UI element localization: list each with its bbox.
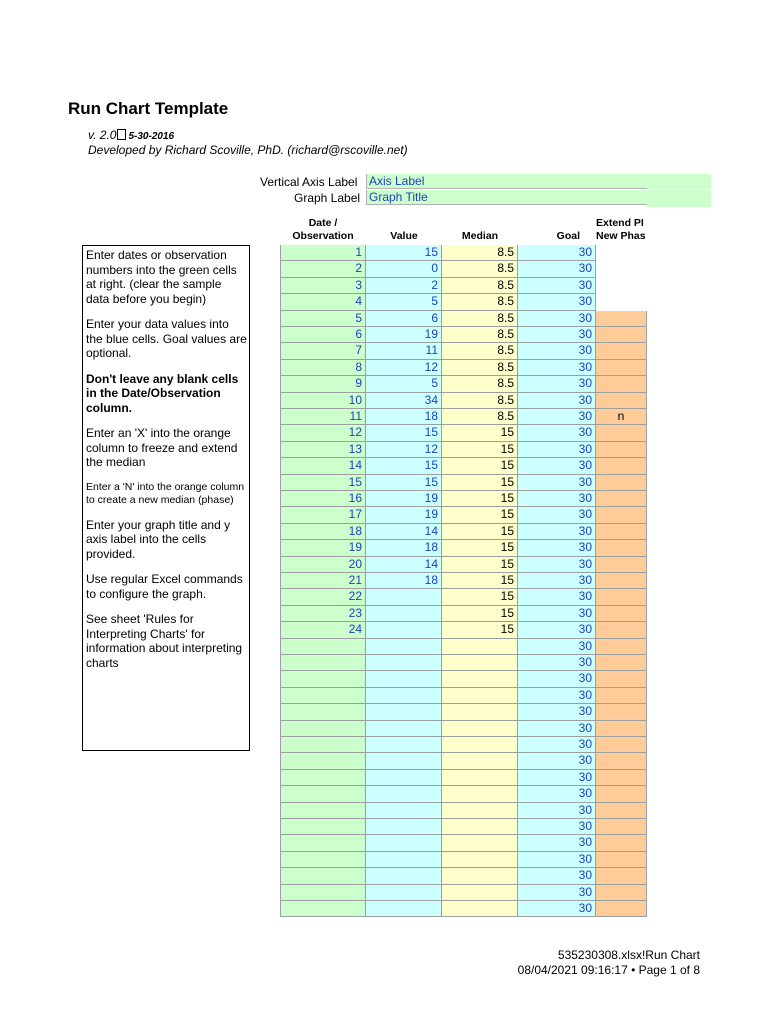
date-cell[interactable]: 14: [280, 458, 366, 474]
goal-cell[interactable]: 30: [518, 704, 596, 720]
extend-cell[interactable]: [596, 655, 647, 671]
median-cell[interactable]: [442, 704, 518, 720]
extend-cell[interactable]: [596, 721, 647, 737]
goal-cell[interactable]: 30: [518, 639, 596, 655]
extend-cell[interactable]: [596, 770, 647, 786]
median-cell[interactable]: [442, 721, 518, 737]
date-cell[interactable]: 16: [280, 491, 366, 507]
goal-cell[interactable]: 30: [518, 671, 596, 687]
extend-cell[interactable]: [596, 458, 647, 474]
graph-title-field-ext: [647, 190, 711, 207]
date-cell[interactable]: 13: [280, 442, 366, 458]
extend-cell[interactable]: [596, 557, 647, 573]
value-cell[interactable]: [366, 819, 442, 835]
axis-label-caption: Vertical Axis Label: [260, 175, 358, 189]
value-cell[interactable]: 0: [366, 261, 442, 277]
median-cell[interactable]: [442, 737, 518, 753]
median-cell[interactable]: 15: [442, 589, 518, 605]
extend-cell[interactable]: [596, 393, 647, 409]
goal-cell[interactable]: 30: [518, 885, 596, 901]
value-cell[interactable]: 18: [366, 540, 442, 556]
goal-cell[interactable]: 30: [518, 606, 596, 622]
median-cell[interactable]: 15: [442, 573, 518, 589]
value-cell[interactable]: 19: [366, 507, 442, 523]
goal-cell[interactable]: 30: [518, 261, 596, 277]
goal-cell[interactable]: 30: [518, 721, 596, 737]
date-cell[interactable]: 12: [280, 425, 366, 441]
header-extend: [596, 217, 656, 243]
median-cell[interactable]: [442, 786, 518, 802]
value-cell[interactable]: [366, 835, 442, 851]
median-cell[interactable]: [442, 885, 518, 901]
value-cell[interactable]: 18: [366, 573, 442, 589]
median-cell[interactable]: 15: [442, 524, 518, 540]
date-cell[interactable]: 17: [280, 507, 366, 523]
date-cell[interactable]: 24: [280, 622, 366, 638]
extend-cell[interactable]: [596, 786, 647, 802]
median-cell[interactable]: [442, 753, 518, 769]
value-cell[interactable]: [366, 786, 442, 802]
median-cell[interactable]: 15: [442, 557, 518, 573]
median-cell[interactable]: 15: [442, 491, 518, 507]
footer-stamp: 08/04/2021 09:16:17 • Page 1 of 8: [517, 963, 700, 977]
goal-cell[interactable]: 30: [518, 737, 596, 753]
value-cell[interactable]: 2: [366, 278, 442, 294]
header-value: Value: [390, 230, 418, 242]
extend-cell[interactable]: [596, 425, 647, 441]
goal-cell[interactable]: 30: [518, 278, 596, 294]
value-cell[interactable]: 12: [366, 360, 442, 376]
goal-cell[interactable]: 30: [518, 835, 596, 851]
goal-cell[interactable]: 30: [518, 655, 596, 671]
header-date-line1: Date /: [308, 217, 338, 229]
extend-cell[interactable]: [596, 885, 647, 901]
extend-cell[interactable]: [596, 507, 647, 523]
value-cell[interactable]: 11: [366, 343, 442, 359]
extend-cell[interactable]: [596, 639, 647, 655]
date-cell[interactable]: 3: [280, 278, 366, 294]
version-line: [88, 128, 174, 142]
median-cell[interactable]: [442, 803, 518, 819]
value-cell[interactable]: 5: [366, 294, 442, 310]
median-cell[interactable]: [442, 835, 518, 851]
page-title: Run Chart Template: [68, 99, 229, 118]
value-cell[interactable]: [366, 753, 442, 769]
date-cell[interactable]: [280, 868, 366, 884]
median-cell[interactable]: [442, 655, 518, 671]
goal-cell[interactable]: 30: [518, 491, 596, 507]
value-cell[interactable]: 18: [366, 409, 442, 425]
value-cell[interactable]: 15: [366, 475, 442, 491]
value-cell[interactable]: [366, 704, 442, 720]
developer-credit: Developed by Richard Scoville, PhD. (richard@rscoville.net): [88, 143, 408, 157]
instruction-4: Enter an 'X' into the orange column to freeze and extend the median: [86, 426, 238, 469]
extend-cell[interactable]: [596, 491, 647, 507]
value-cell[interactable]: [366, 671, 442, 687]
value-cell[interactable]: [366, 688, 442, 704]
instruction-2: Enter your data values into the blue cells. Goal values are optional.: [86, 317, 247, 360]
goal-cell[interactable]: 30: [518, 442, 596, 458]
extend-cell[interactable]: [596, 901, 647, 917]
goal-cell[interactable]: 30: [518, 786, 596, 802]
date-cell[interactable]: 2: [280, 261, 366, 277]
header-extend-line2: New Phas: [596, 230, 646, 242]
median-cell[interactable]: [442, 819, 518, 835]
date-cell[interactable]: [280, 786, 366, 802]
date-cell[interactable]: [280, 835, 366, 851]
date-cell[interactable]: [280, 819, 366, 835]
median-cell[interactable]: 8.5: [442, 409, 518, 425]
median-cell[interactable]: [442, 639, 518, 655]
date-cell[interactable]: 1: [280, 245, 366, 261]
header-date: [280, 217, 366, 243]
extend-cell[interactable]: [596, 475, 647, 491]
goal-cell[interactable]: 30: [518, 507, 596, 523]
goal-cell[interactable]: 30: [518, 475, 596, 491]
goal-cell[interactable]: 30: [518, 327, 596, 343]
header-date-line2: Observation: [292, 230, 354, 242]
goal-cell[interactable]: 30: [518, 294, 596, 310]
date-cell[interactable]: 5: [280, 311, 366, 327]
extend-cell[interactable]: [596, 589, 647, 605]
extend-cell[interactable]: [596, 819, 647, 835]
median-cell[interactable]: 8.5: [442, 245, 518, 261]
median-cell[interactable]: 8.5: [442, 311, 518, 327]
goal-cell[interactable]: 30: [518, 393, 596, 409]
median-cell[interactable]: 8.5: [442, 343, 518, 359]
goal-cell[interactable]: 30: [518, 458, 596, 474]
goal-cell[interactable]: 30: [518, 540, 596, 556]
axis-label-field[interactable]: Axis Label: [366, 174, 647, 189]
median-cell[interactable]: 15: [442, 622, 518, 638]
median-cell[interactable]: 8.5: [442, 294, 518, 310]
header-goal-text: Goal: [556, 230, 580, 242]
value-cell[interactable]: [366, 622, 442, 638]
goal-cell[interactable]: 30: [518, 852, 596, 868]
goal-cell[interactable]: 30: [518, 688, 596, 704]
date-cell[interactable]: [280, 753, 366, 769]
median-cell[interactable]: 8.5: [442, 376, 518, 392]
value-cell[interactable]: [366, 721, 442, 737]
value-cell[interactable]: 5: [366, 376, 442, 392]
value-cell[interactable]: [366, 803, 442, 819]
value-cell[interactable]: 14: [366, 557, 442, 573]
date-cell[interactable]: 22: [280, 589, 366, 605]
date-cell[interactable]: [280, 737, 366, 753]
extend-cell[interactable]: [596, 360, 647, 376]
extend-cell[interactable]: [596, 753, 647, 769]
date-cell[interactable]: [280, 704, 366, 720]
instruction-5: Enter a 'N' into the orange column to create a new median (phase): [86, 480, 245, 506]
value-cell[interactable]: [366, 770, 442, 786]
extend-cell: [596, 294, 647, 310]
goal-cell[interactable]: 30: [518, 770, 596, 786]
date-cell[interactable]: [280, 688, 366, 704]
axis-label-field-ext: [647, 174, 711, 189]
header-extend-line1: Extend PI: [596, 217, 644, 229]
extend-cell[interactable]: [596, 688, 647, 704]
header-median: Median: [461, 230, 499, 242]
date-cell[interactable]: 7: [280, 343, 366, 359]
median-cell[interactable]: [442, 901, 518, 917]
median-cell[interactable]: 15: [442, 475, 518, 491]
extend-cell[interactable]: [596, 376, 647, 392]
goal-cell[interactable]: 30: [518, 409, 596, 425]
extend-cell[interactable]: [596, 835, 647, 851]
date-cell[interactable]: 21: [280, 573, 366, 589]
goal-cell[interactable]: 30: [518, 311, 596, 327]
extend-cell[interactable]: [596, 573, 647, 589]
median-cell[interactable]: [442, 688, 518, 704]
extend-cell: [596, 245, 647, 261]
median-cell[interactable]: 15: [442, 425, 518, 441]
value-cell[interactable]: 34: [366, 393, 442, 409]
goal-cell[interactable]: 30: [518, 360, 596, 376]
date-cell[interactable]: 18: [280, 524, 366, 540]
graph-title-field[interactable]: Graph Title: [366, 190, 647, 205]
goal-cell[interactable]: 30: [518, 376, 596, 392]
value-cell[interactable]: [366, 589, 442, 605]
value-cell[interactable]: 14: [366, 524, 442, 540]
median-cell[interactable]: 15: [442, 442, 518, 458]
extend-cell[interactable]: [596, 852, 647, 868]
goal-cell[interactable]: 30: [518, 425, 596, 441]
header-goal: [518, 230, 596, 243]
extend-cell[interactable]: [596, 540, 647, 556]
instruction-7: Use regular Excel commands to configure the graph.: [86, 572, 243, 601]
value-cell[interactable]: [366, 606, 442, 622]
header-clip: [648, 210, 718, 250]
value-cell[interactable]: 15: [366, 245, 442, 261]
version-date: 5-30-2016: [128, 131, 175, 142]
footer-file: 535230308.xlsx!Run Chart: [557, 948, 700, 962]
date-cell[interactable]: [280, 885, 366, 901]
date-cell[interactable]: 9: [280, 376, 366, 392]
extend-cell[interactable]: [596, 803, 647, 819]
median-cell[interactable]: 8.5: [442, 327, 518, 343]
extend-cell: [596, 261, 647, 277]
value-cell[interactable]: 15: [366, 458, 442, 474]
date-cell[interactable]: 4: [280, 294, 366, 310]
instruction-6: Enter your graph title and y axis label into the cells provided.: [86, 517, 231, 561]
median-cell[interactable]: 15: [442, 507, 518, 523]
extend-cell[interactable]: [596, 343, 647, 359]
goal-cell[interactable]: 30: [518, 343, 596, 359]
median-cell[interactable]: 15: [442, 458, 518, 474]
value-cell[interactable]: 19: [366, 491, 442, 507]
goal-cell[interactable]: 30: [518, 622, 596, 638]
date-cell[interactable]: [280, 655, 366, 671]
instruction-1: Enter dates or observation numbers into the green cells at right. (clear the sample data before you begin): [86, 248, 237, 306]
extend-cell[interactable]: n: [596, 409, 647, 425]
extend-cell[interactable]: [596, 704, 647, 720]
goal-cell[interactable]: 30: [518, 557, 596, 573]
goal-cell[interactable]: 30: [518, 819, 596, 835]
date-cell[interactable]: [280, 803, 366, 819]
extend-cell[interactable]: [596, 442, 647, 458]
extend-cell[interactable]: [596, 311, 647, 327]
median-cell[interactable]: 8.5: [442, 278, 518, 294]
value-cell[interactable]: 19: [366, 327, 442, 343]
goal-cell[interactable]: 30: [518, 589, 596, 605]
median-cell[interactable]: 15: [442, 540, 518, 556]
extend-cell[interactable]: [596, 737, 647, 753]
goal-cell[interactable]: 30: [518, 868, 596, 884]
median-cell[interactable]: 15: [442, 606, 518, 622]
value-cell[interactable]: [366, 885, 442, 901]
value-cell[interactable]: [366, 655, 442, 671]
median-cell[interactable]: 8.5: [442, 360, 518, 376]
instruction-8: See sheet 'Rules for Interpreting Charts' for information about interpreting charts: [86, 612, 243, 670]
median-cell[interactable]: 8.5: [442, 261, 518, 277]
extend-cell[interactable]: [596, 524, 647, 540]
date-cell[interactable]: [280, 671, 366, 687]
value-cell[interactable]: [366, 852, 442, 868]
date-cell[interactable]: [280, 901, 366, 917]
goal-cell[interactable]: 30: [518, 753, 596, 769]
instructions-box: [82, 245, 250, 751]
median-cell[interactable]: [442, 868, 518, 884]
instruction-3: Don't leave any blank cells in the Date/Observation column.: [86, 371, 239, 415]
median-cell[interactable]: [442, 770, 518, 786]
goal-cell[interactable]: 30: [518, 803, 596, 819]
date-cell[interactable]: 23: [280, 606, 366, 622]
date-cell[interactable]: 11: [280, 409, 366, 425]
date-cell[interactable]: 19: [280, 540, 366, 556]
goal-cell[interactable]: 30: [518, 573, 596, 589]
date-cell[interactable]: 10: [280, 393, 366, 409]
value-cell[interactable]: 6: [366, 311, 442, 327]
goal-cell[interactable]: 30: [518, 524, 596, 540]
date-cell[interactable]: 6: [280, 327, 366, 343]
value-cell[interactable]: [366, 868, 442, 884]
date-cell[interactable]: [280, 852, 366, 868]
version-number: v. 2.0: [88, 128, 117, 142]
extend-cell[interactable]: [596, 671, 647, 687]
value-cell[interactable]: [366, 737, 442, 753]
median-cell[interactable]: [442, 852, 518, 868]
extend-cell: [596, 278, 647, 294]
value-cell[interactable]: [366, 639, 442, 655]
extend-cell[interactable]: [596, 622, 647, 638]
date-cell[interactable]: [280, 770, 366, 786]
value-cell[interactable]: 15: [366, 425, 442, 441]
extend-cell[interactable]: [596, 868, 647, 884]
checkbox-glyph-icon: [117, 129, 126, 140]
date-cell[interactable]: [280, 721, 366, 737]
median-cell[interactable]: [442, 671, 518, 687]
median-cell[interactable]: 8.5: [442, 393, 518, 409]
value-cell[interactable]: [366, 901, 442, 917]
extend-cell[interactable]: [596, 327, 647, 343]
graph-label-caption: Graph Label: [294, 191, 361, 205]
goal-cell[interactable]: 30: [518, 901, 596, 917]
date-cell[interactable]: [280, 639, 366, 655]
goal-cell[interactable]: 30: [518, 245, 596, 261]
extend-cell[interactable]: [596, 606, 647, 622]
date-cell[interactable]: 20: [280, 557, 366, 573]
date-cell[interactable]: 15: [280, 475, 366, 491]
date-cell[interactable]: 8: [280, 360, 366, 376]
value-cell[interactable]: 12: [366, 442, 442, 458]
